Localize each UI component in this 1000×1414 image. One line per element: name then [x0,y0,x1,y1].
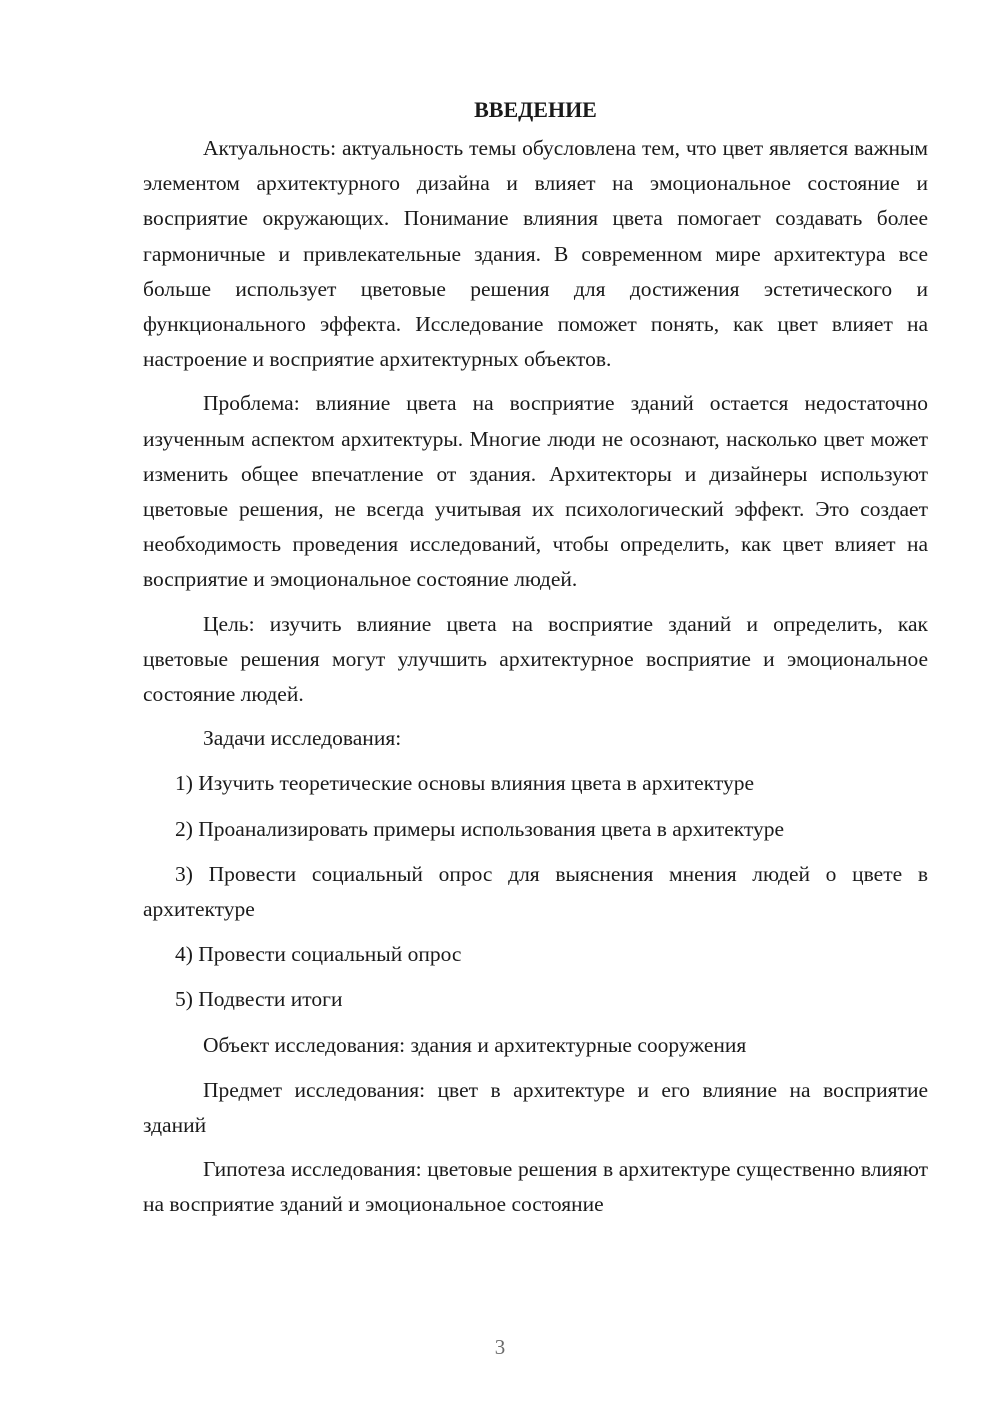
task-item-3: 3) Провести социальный опрос для выяснения мнения людей о цвете в архитектуре [143,861,928,922]
page-number: 3 [494,1335,506,1359]
hypothesis-paragraph: Гипотеза исследования: цветовые решения в архитектуре существенно влияют на восприятие зданий и эмоциональное состояние [143,1157,928,1217]
problem-paragraph: Проблема: влияние цвета на восприятие зданий остается недостаточно изученным аспектом архитектуры. Многие люди не осознают, насколько цвет может изменить общее впечатление от здания. Архитекторы и дизайнеры используют цветовые решения, не всегда учитывая их психологический эффект. Это создает необходимость проведения исследований, чтобы определить, как цвет влияет на восприятие и эмоциональное состояние людей. [143,391,928,592]
section-title: ВВЕДЕНИЕ [474,97,597,122]
relevance-paragraph: Актуальность: актуальность темы обусловлена тем, что цвет является важным элементом архитектурного дизайна и влияет на эмоциональное состояние и восприятие окружающих. Понимание влияния цвета помогает создавать более гармоничные и привлекательные здания. В современном мире архитектура все больше использует цветовые решения для достижения эстетического и функционального эффекта. Исследование поможет понять, как цвет влияет на настроение и восприятие архитектурных объектов. [143,136,928,372]
object-paragraph: Объект исследования: здания и архитектурные сооружения [203,1032,747,1057]
subject-paragraph: Предмет исследования: цвет в архитектуре и его влияние на восприятие зданий [143,1077,928,1138]
task-item-1: 1) Изучить теоретические основы влияния цвета в архитектуре [175,771,754,796]
goal-paragraph: Цель: изучить влияние цвета на восприятие зданий и определить, как цветовые решения могут улучшить архитектурное восприятие и эмоциональное состояние людей. [143,611,928,707]
task-item-4: 4) Провести социальный опрос [175,942,462,967]
task-item-5: 5) Подвести итоги [175,987,343,1012]
task-item-2: 2) Проанализировать примеры использования цвета в архитектуре [175,816,785,841]
tasks-heading: Задачи исследования: [203,726,402,751]
document-page [143,92,928,1232]
